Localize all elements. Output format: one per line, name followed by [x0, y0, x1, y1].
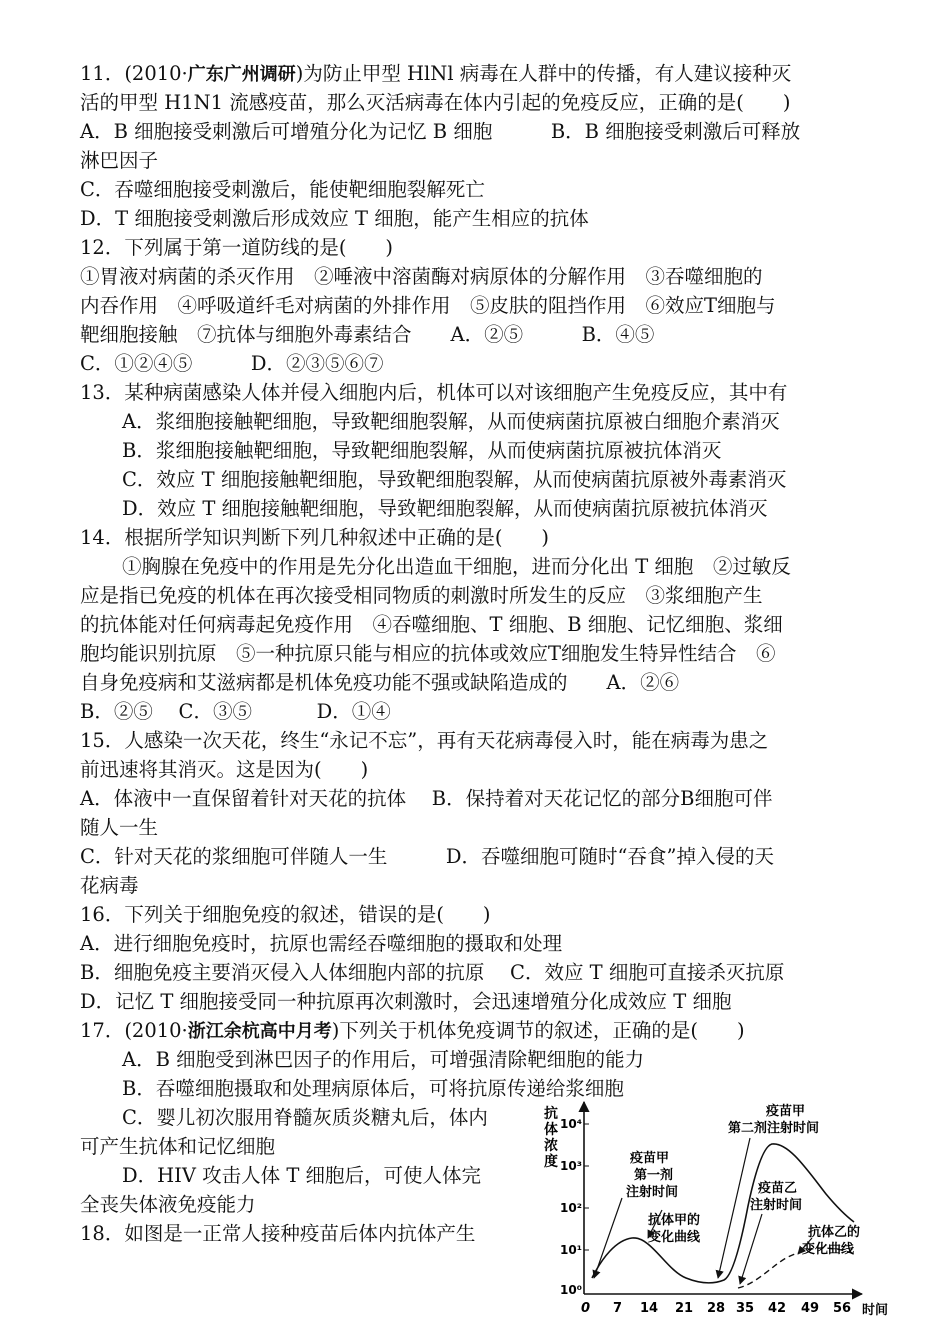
line-text: 14．根据所学知识判断下列几种叙述中正确的是( ) — [80, 526, 550, 549]
line-text: 随人一生 — [80, 816, 159, 839]
curveB-label-1: 抗体乙的 — [808, 1225, 861, 1240]
x-tick-label: 7 — [613, 1301, 623, 1316]
line-text: 活的甲型 H1N1 流感疫苗，那么灭活病毒在体内引起的免疫反应，正确的是( ) — [80, 91, 791, 114]
line-text: C．①②④⑤ D．②③⑤⑥⑦ — [80, 352, 384, 375]
x-axis-label: 时间 — [862, 1303, 889, 1318]
vac1-arrow — [594, 1198, 622, 1278]
y-axis-label-4: 度 — [544, 1154, 558, 1170]
curveB-label-2: 变化曲线 — [802, 1242, 855, 1257]
antibody-concentration-figure — [536, 1098, 900, 1324]
text-line — [80, 843, 774, 871]
vac1-label-3: 注射时间 — [626, 1185, 679, 1200]
line-text: 13．某种病菌感染人体并侵入细胞内后，机体可以对该细胞产生免疫反应，其中有 — [80, 381, 788, 404]
vac2-label-1: 疫苗甲 — [766, 1104, 806, 1119]
text-line — [80, 1133, 275, 1161]
y-tick-label: 10¹ — [560, 1243, 582, 1257]
y-axis-label-3: 浓 — [544, 1138, 558, 1154]
line-text: 可产生抗体和记忆细胞 — [80, 1135, 276, 1158]
x-tick-label: 56 — [833, 1301, 852, 1316]
text-line — [80, 292, 776, 320]
y-tick-label: 10³ — [560, 1159, 582, 1173]
y-axis-label-2: 体 — [544, 1122, 558, 1138]
line-text: 淋巴因子 — [80, 149, 159, 172]
text-line — [80, 930, 562, 958]
vac1-label-1: 疫苗甲 — [630, 1151, 670, 1166]
text-line — [122, 1046, 644, 1074]
text-line — [80, 988, 731, 1016]
text-line — [80, 118, 800, 146]
text-line — [80, 321, 654, 349]
vacB-label-1: 疫苗乙 — [758, 1181, 798, 1196]
text-line — [80, 379, 787, 407]
line-text: A．进行细胞免疫时，抗原也需经吞噬细胞的摄取和处理 — [80, 932, 563, 955]
text-line — [80, 1220, 475, 1248]
text-line — [80, 959, 784, 987]
curveA-label-1: 抗体甲的 — [648, 1213, 701, 1228]
line-text: 靶细胞接触 ⑦抗体与细胞外毒素结合 A．②⑤ B．④⑤ — [80, 323, 655, 346]
y-tick-label: 10⁴ — [560, 1117, 582, 1131]
text-line — [80, 814, 158, 842]
text-line — [122, 437, 721, 465]
text-line — [80, 205, 589, 233]
text-line — [80, 263, 763, 291]
line-text: A．B 细胞接受刺激后可增殖分化为记忆 B 细胞 B．B 细胞接受刺激后可释放 — [80, 120, 801, 143]
text-line — [80, 234, 393, 262]
line-text: 11．(2010· — [80, 62, 188, 85]
curveA-label-2: 变化曲线 — [648, 1230, 701, 1245]
text-line — [80, 89, 791, 117]
line-text: C．针对天花的浆细胞可伴随人一生 D．吞噬细胞可随时“吞食”掉入侵的天 — [80, 845, 774, 868]
line-text: D．记忆 T 细胞接受同一种抗原再次刺激时，会迅速增殖分化成效应 T 细胞 — [80, 990, 732, 1013]
line-text: 12．下列属于第一道防线的是( ) — [80, 236, 394, 259]
line-text: B．浆细胞接触靶细胞，导致靶细胞裂解，从而使病菌抗原被抗体消灭 — [122, 439, 722, 462]
text-line — [80, 727, 768, 755]
x-tick-label: 35 — [736, 1301, 755, 1316]
text-line — [80, 524, 549, 552]
x-tick-label: 14 — [640, 1301, 659, 1316]
text-line — [80, 611, 783, 639]
text-line — [80, 350, 384, 378]
line-text: B．吞噬细胞摄取和处理病原体后，可将抗原传递给浆细胞 — [122, 1077, 624, 1100]
source-label: 广东广州调研 — [187, 64, 296, 85]
line-text: B．细胞免疫主要消灭侵入人体细胞内部的抗原 C．效应 T 细胞可直接杀灭抗原 — [80, 961, 785, 984]
vac1-label-2: 第一剂 — [634, 1168, 674, 1183]
text-line — [80, 756, 368, 784]
text-line — [122, 408, 780, 436]
vacB-arrow — [740, 1214, 762, 1284]
text-line — [80, 1017, 745, 1046]
line-text: 应是指已免疫的机体在再次接受相同物质的刺激时所发生的反应 ③浆细胞产生 — [80, 584, 763, 607]
text-line — [80, 147, 158, 175]
text-line — [80, 872, 139, 900]
line-text: C．婴儿初次服用脊髓灰质炎糖丸后，体内 — [122, 1106, 488, 1129]
x-tick-label: 28 — [707, 1301, 726, 1316]
line-text: 花病毒 — [80, 874, 139, 897]
text-line — [80, 582, 763, 610]
line-text: ①胸腺在免疫中的作用是先分化出造血干细胞，进而分化出 T 细胞 ②过敏反 — [122, 555, 791, 578]
text-line — [80, 698, 391, 726]
vacB-label-2: 注射时间 — [750, 1198, 803, 1213]
line-text: 16．下列关于细胞免疫的叙述，错误的是( ) — [80, 903, 491, 926]
line-text: 的抗体能对任何病毒起免疫作用 ④吞噬细胞、T 细胞、B 细胞、记忆细胞、浆细 — [80, 613, 783, 636]
line-text: A．B 细胞受到淋巴因子的作用后，可增强清除靶细胞的能力 — [122, 1048, 645, 1071]
y-tick-label: 10⁰ — [560, 1283, 582, 1297]
text-line — [80, 901, 491, 929]
y-axis-label-1: 抗 — [544, 1106, 558, 1122]
text-line — [122, 466, 786, 494]
text-line — [80, 669, 679, 697]
text-line — [80, 640, 776, 668]
text-line — [80, 1191, 256, 1219]
line-text: 前迅速将其消灭。这是因为( ) — [80, 758, 369, 781]
line-text: )下列关于机体免疫调节的叙述，正确的是( ) — [331, 1019, 745, 1042]
line-text: D．效应 T 细胞接触靶细胞，导致靶细胞裂解，从而使病菌抗原被抗体消灭 — [122, 497, 768, 520]
text-line — [80, 60, 791, 89]
x-tick-label: 49 — [801, 1301, 820, 1316]
line-text: 全丧失体液免疫能力 — [80, 1193, 256, 1216]
text-line — [122, 495, 768, 523]
line-text: D．T 细胞接受刺激后形成效应 T 细胞，能产生相应的抗体 — [80, 207, 589, 230]
text-line — [122, 1162, 481, 1190]
line-text: 17．(2010· — [80, 1019, 188, 1042]
line-text: 胞均能识别抗原 ⑤一种抗原只能与相应的抗体或效应T细胞发生特异性结合 ⑥ — [80, 642, 776, 665]
line-text: ①胃液对病菌的杀灭作用 ②唾液中溶菌酶对病原体的分解作用 ③吞噬细胞的 — [80, 265, 763, 288]
text-line — [80, 785, 772, 813]
line-text: 内吞作用 ④呼吸道纤毛对病菌的外排作用 ⑤皮肤的阻挡作用 ⑥效应T细胞与 — [80, 294, 776, 317]
text-line — [80, 176, 485, 204]
line-text: C．吞噬细胞接受刺激后，能使靶细胞裂解死亡 — [80, 178, 485, 201]
line-text: C．效应 T 细胞接触靶细胞，导致靶细胞裂解，从而使病菌抗原被外毒素消灭 — [122, 468, 787, 491]
line-text: )为防止甲型 HlNl 病毒在人群中的传播，有人建议接种灭 — [295, 62, 792, 85]
line-text: 自身免疫病和艾滋病都是机体免疫功能不强或缺陷造成的 A．②⑥ — [80, 671, 680, 694]
text-line — [122, 553, 791, 581]
text-line — [122, 1104, 488, 1132]
line-text: B．②⑤ C．③⑤ D．①④ — [80, 700, 391, 723]
vac2-label-2: 第二剂注射时间 — [728, 1121, 820, 1136]
line-text: D．HIV 攻击人体 T 细胞后，可使人体完 — [122, 1164, 482, 1187]
x-tick-label: 21 — [675, 1301, 694, 1316]
line-text: 18．如图是一正常人接种疫苗后体内抗体产生 — [80, 1222, 476, 1245]
x-tick-label: 0 — [581, 1301, 591, 1316]
x-tick-label: 42 — [768, 1301, 787, 1316]
line-text: A．体液中一直保留着针对天花的抗体 B．保持着对天花记忆的部分B细胞可伴 — [80, 787, 773, 810]
line-text: A．浆细胞接触靶细胞，导致靶细胞裂解，从而使病菌抗原被白细胞介素消灭 — [122, 410, 780, 433]
source-label: 浙江余杭高中月考 — [187, 1021, 332, 1042]
vac2-arrow — [718, 1138, 750, 1278]
y-tick-label: 10² — [560, 1201, 582, 1215]
line-text: 15．人感染一次天花，终生“永记不忘”，再有天花病毒侵入时，能在病毒为患之 — [80, 729, 769, 752]
